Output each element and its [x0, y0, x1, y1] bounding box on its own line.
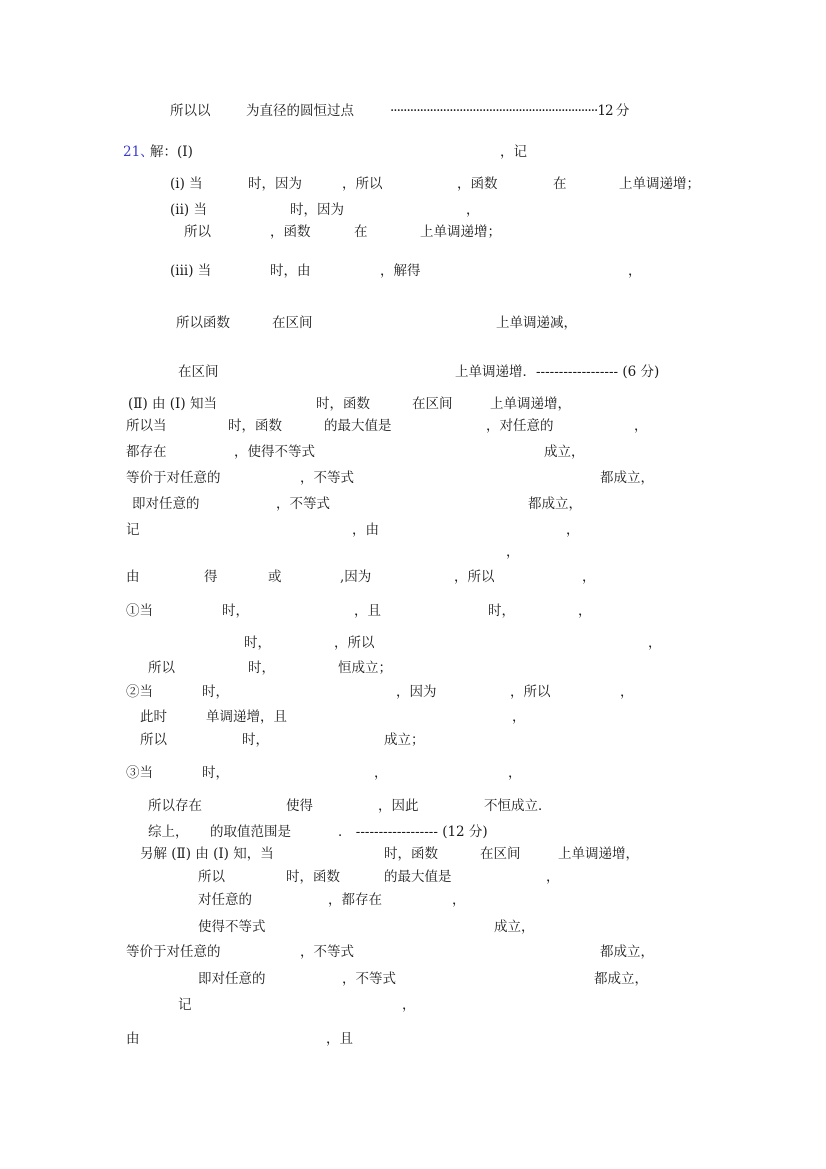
- text-run: 使得不等式: [198, 919, 266, 935]
- text-run: 时，因为: [248, 176, 302, 192]
- text-run: 的取值范围是: [210, 824, 291, 840]
- text-run: 所以存在: [148, 798, 202, 814]
- text-run: 都成立，: [528, 496, 582, 512]
- text-run: ，解得: [380, 263, 421, 279]
- text-run: 的最大值是: [384, 869, 452, 885]
- text-run: ． ------------------ (12 分): [338, 824, 488, 840]
- text-run: 记: [178, 997, 192, 1013]
- text-run: ①当: [126, 603, 153, 619]
- text-run: 或: [268, 569, 282, 585]
- text-run: 时，: [242, 732, 269, 748]
- text-run: 时，函数: [228, 418, 282, 434]
- text-run: 在区间: [412, 396, 453, 412]
- text-run: ，对任意的: [486, 418, 554, 434]
- text-run: ，记: [500, 144, 527, 160]
- text-run: 上单调递增；: [619, 176, 700, 192]
- text-run: ，使得不等式: [234, 444, 315, 460]
- text-run: 得: [204, 569, 218, 585]
- text-run: 等价于对任意的: [126, 470, 221, 486]
- text-run: 时，: [248, 660, 275, 676]
- text-run: 所以: [140, 732, 167, 748]
- text-run: 上单调递增．------------------ (6 分): [455, 364, 660, 380]
- text-run: 所以: [198, 869, 225, 885]
- text-run: 都成立，: [600, 470, 654, 486]
- text-run: 等价于对任意的: [126, 944, 221, 960]
- text-run: 都存在: [126, 444, 167, 460]
- text-run: ，: [402, 997, 416, 1013]
- text-run: ，: [634, 418, 648, 434]
- text-run: ，: [452, 892, 466, 908]
- text-run: 时，: [244, 635, 271, 651]
- text-run: ，因为: [396, 684, 437, 700]
- score-leader: ·······························································12 分: [390, 103, 629, 119]
- text-run: ，因此: [378, 798, 419, 814]
- text-run: 恒成立；: [338, 660, 392, 676]
- text-run: ，不等式: [300, 470, 354, 486]
- text-run: 时，因为: [290, 202, 344, 218]
- text-run: (Ⅱ) 由 (Ⅰ) 知当: [128, 396, 217, 412]
- text-run: ，不等式: [276, 496, 330, 512]
- text-run: 即对任意的: [132, 496, 200, 512]
- text-run: ，: [466, 202, 480, 218]
- text-run: 在: [553, 176, 567, 192]
- text-run: 成立，: [494, 919, 535, 935]
- text-run: 即对任意的: [198, 971, 266, 987]
- text-run: (iii) 当: [170, 263, 212, 279]
- text-run: 时，函数: [316, 396, 370, 412]
- text-run: ，且: [354, 603, 381, 619]
- text-run: 时，: [202, 765, 229, 781]
- text-run: (ii) 当: [170, 202, 207, 218]
- text-run: ，都存在: [328, 892, 382, 908]
- text-run: 时，: [488, 603, 515, 619]
- text-run: 上单调递减，: [496, 315, 577, 331]
- text-run: 在: [354, 224, 368, 240]
- text-run: 时，函数: [286, 869, 340, 885]
- text-run: 为直径的圆恒过点: [246, 103, 354, 119]
- text-run: 所以: [148, 660, 175, 676]
- text-run: ，所以: [454, 569, 495, 585]
- text-run: ，: [582, 569, 596, 585]
- text-run: ，且: [326, 1031, 353, 1047]
- text-run: ，函数: [270, 224, 311, 240]
- text-run: ③当: [126, 765, 153, 781]
- text-run: 在区间: [272, 315, 313, 331]
- problem-number: 21、: [123, 144, 154, 160]
- text-run: ，: [620, 684, 634, 700]
- text-run: ，: [546, 869, 560, 885]
- text-run: ，不等式: [300, 944, 354, 960]
- text-run: 上单调递增，: [490, 396, 571, 412]
- text-run: 的最大值是: [324, 418, 392, 434]
- text-run: 时，: [202, 684, 229, 700]
- text-run: 在区间: [178, 364, 219, 380]
- text-run: ,因为: [340, 569, 372, 585]
- text-run: ，函数: [457, 176, 498, 192]
- text-run: 对任意的: [198, 892, 252, 908]
- text-run: 由: [126, 569, 140, 585]
- text-run: 由: [126, 1031, 140, 1047]
- text-run: 时，函数: [384, 846, 438, 862]
- text-run: 时，: [222, 603, 249, 619]
- text-run: (i) 当: [170, 176, 203, 192]
- text-run: 所以: [184, 224, 211, 240]
- text-run: ，: [648, 635, 662, 651]
- text-run: 此时: [140, 709, 167, 725]
- text-run: 所以当: [126, 418, 167, 434]
- text-run: 使得: [286, 798, 313, 814]
- text-run: 在区间: [480, 846, 521, 862]
- text-run: ，: [512, 709, 526, 725]
- text-run: 都成立，: [600, 944, 654, 960]
- text-run: 不恒成立．: [484, 798, 552, 814]
- text-run: ②当: [126, 684, 153, 700]
- text-run: ，所以: [342, 176, 383, 192]
- text-run: 上单调递增；: [420, 224, 501, 240]
- text-run: 所以函数: [176, 315, 230, 331]
- text-run: ，: [628, 263, 642, 279]
- text-run: 所以以: [170, 103, 211, 119]
- text-run: ，: [506, 544, 520, 560]
- text-run: ，所以: [510, 684, 551, 700]
- text-run: 都成立，: [594, 971, 648, 987]
- text-run: 单调递增，且: [206, 709, 287, 725]
- text-run: ，由: [352, 522, 379, 538]
- text-run: ，所以: [334, 635, 375, 651]
- text-run: 记: [126, 522, 140, 538]
- text-run: ，: [374, 765, 388, 781]
- text-run: 时，由: [270, 263, 311, 279]
- text-run: 成立，: [544, 444, 585, 460]
- text-run: 成立；: [384, 732, 425, 748]
- text-run: ，不等式: [342, 971, 396, 987]
- text-run: ，: [566, 522, 580, 538]
- text-run: 解：(Ⅰ): [150, 144, 193, 160]
- text-run: 另解 (Ⅱ) 由 (Ⅰ) 知，当: [140, 846, 274, 862]
- text-run: ，: [578, 603, 592, 619]
- text-run: 综上，: [148, 824, 189, 840]
- text-run: ，: [508, 765, 522, 781]
- text-run: 上单调递增，: [558, 846, 639, 862]
